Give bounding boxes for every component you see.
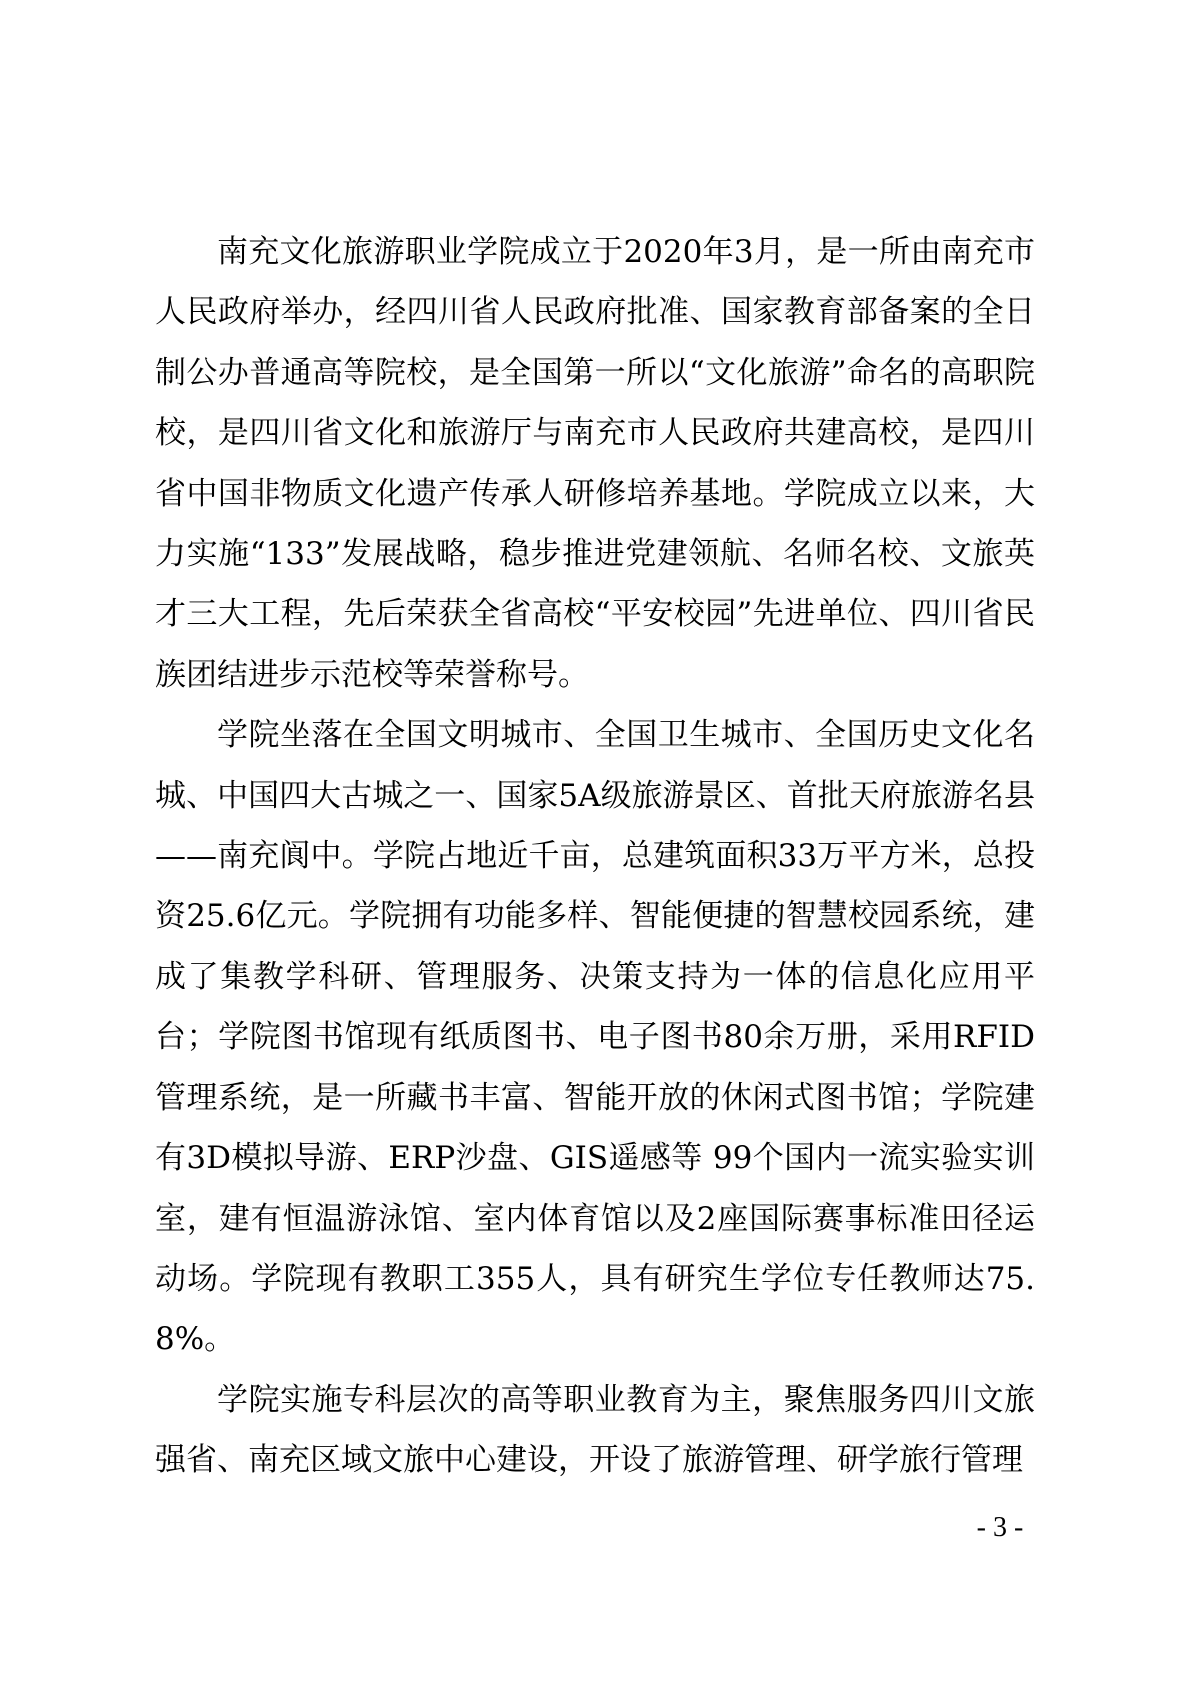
- page-number: - 3 -: [976, 1512, 1024, 1543]
- paragraph-campus-facilities: 学院坐落在全国文明城市、全国卫生城市、全国历史文化名城、中国四大古城之一、国家5A级旅游景区、首批天府旅游名县——南充阆中。学院占地近千亩，总建筑面积33万平方米，总投资25.6亿元。学院拥有功能多样、智能便捷的智慧校园系统，建成了集教学科研、管理服务、决策支持为一体的信息化应用平台；学院图书馆现有纸质图书、电子图书80余万册，采用RFID管理系统，是一所藏书丰富、智能开放的休闲式图书馆；学院建有3D模拟导游、ERP沙盘、GIS遥感等 99个国内一流实验实训室，建有恒温游泳馆、室内体育馆以及2座国际赛事标准田径运动场。学院现有教职工355人，具有研究生学位专任教师达75.8%。: [155, 717, 1035, 1358]
- paragraph-programs: 学院实施专科层次的高等职业教育为主，聚焦服务四川文旅强省、南充区域文旅中心建设，开设了旅游管理、研学旅行管理: [155, 1381, 1035, 1479]
- paragraph-college-overview: 南充文化旅游职业学院成立于2020年3月，是一所由南充市人民政府举办，经四川省人民政府批准、国家教育部备案的全日制公办普通高等院校，是全国第一所以“文化旅游”命名的高职院校，是四川省文化和旅游厅与南充市人民政府共建高校，是四川省中国非物质文化遗产传承人研修培养基地。学院成立以来，大力实施“133”发展战略，稳步推进党建领航、名师名校、文旅英才三大工程，先后荣获全省高校“平安校园”先进单位、四川省民族团结进步示范校等荣誉称号。: [155, 234, 1035, 693]
- body-text: [155, 222, 1035, 1491]
